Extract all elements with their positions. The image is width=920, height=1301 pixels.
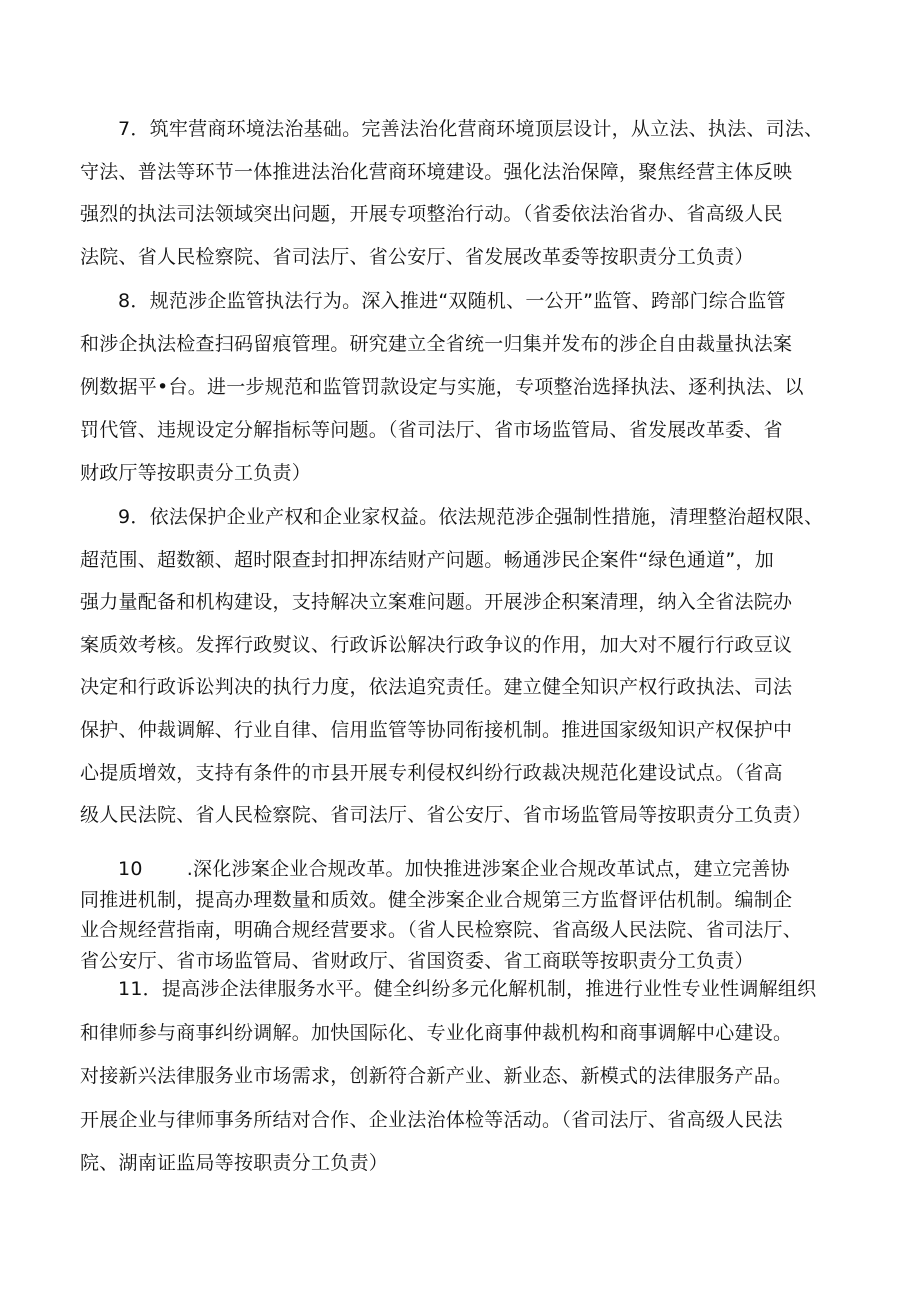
paragraph-8 [80,280,840,495]
paragraph-line: 守法、普法等环节一体推进法治化营商环境建设。强化法治保障，聚焦经营主体反映 [80,160,793,183]
paragraph-9 [80,496,840,837]
paragraph-line: 11．提高涉企法律服务水平。健全纠纷多元化解机制，推进行业性专业性调解组织 [118,978,817,1000]
paragraph-line: 对接新兴法律服务业市场需求，创新符合新产业、新业态、新模式的法律服务产品。 [80,1065,793,1088]
paragraph-line: 强烈的执法司法领域突出问题，开展专项整治行动。（省委依法治省办、省高级人民 [80,203,783,226]
paragraph-line: 强力量配备和机构建设，支持解决立案难问题。开展涉企积案清理，纳入全省法院办 [80,591,793,614]
paragraph-line: 法院、省人民检察院、省司法厅、省公安厅、省发展改革委等按职责分工负责） [80,246,754,269]
paragraph-line: 案质效考核。发挥行政熨议、行政诉讼解决行政争议的作用，加大对不履行行政豆议 [80,633,793,656]
paragraph-line: 决定和行政诉讼判决的执行力度，依法追究责任。建立健全知识产权行政执法、司法 [80,676,793,699]
paragraph-line: 7．筑牢营商环境法治基础。完善法治化营商环境顶层设计，从立法、执法、司法、 [118,118,824,140]
paragraph-line: 保护、仲裁调解、行业自律、信用监管等协同衔接机制。推进国家级知识产权保护中 [80,718,793,741]
paragraph-11 [80,968,840,1186]
paragraph-line: 10 .深化涉案企业合规改革。加快推进涉案企业合规改革试点，建立完善协 [118,858,790,880]
paragraph-line: 业合规经营指南，明确合规经营要求。（省人民检察院、省高级人民法院、省司法厅、 [80,919,803,941]
paragraph-line: 财政厅等按职责分工负责） [80,462,312,484]
paragraph-line: 和律师参与商事纠纷调解。加快国际化、专业化商事仲裁机构和商事调解中心建设。 [80,1021,793,1044]
paragraph-line: 超范围、超数额、超时限查封扣押冻结财产问题。畅通涉民企案件“绿色通道”，加 [80,548,774,571]
paragraph-line: 例数据平•台。进一步规范和监管罚款设定与实施，专项整治选择执法、逐利执法、以 [80,376,804,398]
paragraph-number: 10 [118,858,143,880]
paragraph-line: 9．依法保护企业产权和企业家权益。依法规范涉企强制性措施，清理整治超权限、 [118,506,824,528]
paragraph-line: 同推进机制，提高办理数量和质效。健全涉案企业合规第三方监督评估机制。编制企 [80,888,793,911]
paragraph-7 [80,108,840,279]
paragraph-line: 和涉企执法检查扫码留痕管理。研究建立全省统一归集并发布的涉企自由裁量执法案 [80,333,793,355]
paragraph-line: 级人民法院、省人民检察院、省司法厅、省公安厅、省市场监管局等按职责分工负责） [80,804,812,827]
paragraph-10 [80,854,840,976]
paragraph-line: 省公安厅、省市场监管局、省财政厅、省国资委、省工商联等按职责分工负责） [80,949,754,972]
paragraph-line: 罚代管、违规设定分解指标等问题。（省司法厅、省市场监管局、省发展改革委、省 [80,419,783,441]
paragraph-line: 院、湖南证监局等按职责分工负责） [80,1152,389,1175]
paragraph-line: 开展企业与律师事务所结对合作、企业法治体检等活动。（省司法厅、省高级人民法 [80,1108,783,1131]
paragraph-line: 心提质增效，支持有条件的市县开展专利侵权纠纷行政裁决规范化建设试点。（省高 [80,761,783,784]
paragraph-line: 8．规范涉企监管执法行为。深入推进“双随机、一公开”监管、跨部门综合监管 [118,290,786,312]
